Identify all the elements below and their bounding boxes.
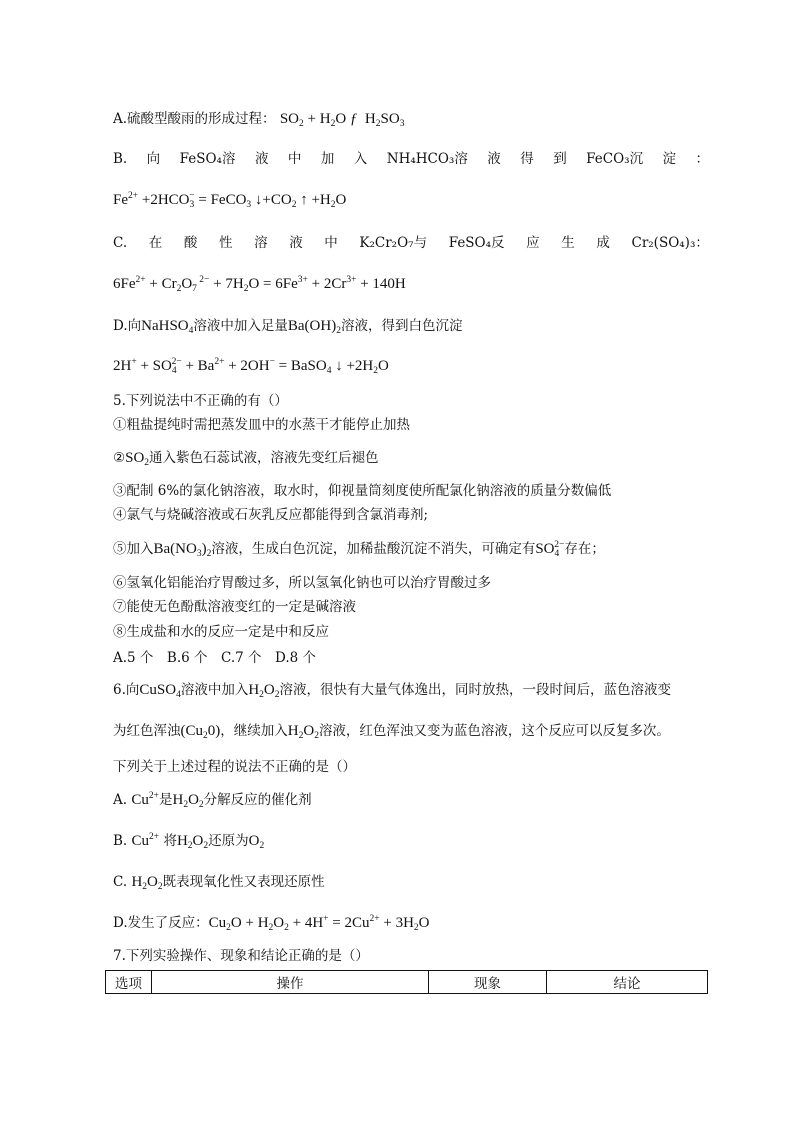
header-conclusion: 结论: [547, 971, 708, 994]
table-header-row: [106, 971, 708, 994]
q5-statement-6: ⑥氢氧化铝能治疗胃酸过多，所以氢氧化钠也可以治疗胃酸过多: [113, 575, 491, 591]
q4-option-b: B. 向 FeSO₄溶 液 中 加 入 NH₄HCO₃溶 液 得 到 FeCO₃沉 淀 ：: [113, 151, 709, 167]
header-phenomenon: 现象: [429, 971, 547, 994]
q6-stem-2: 为红色浑浊$(Cu_20)$，继续加入$H_2O_2$溶液，红色浑浊又变为蓝色溶液，这个反应可以反复多次。: [113, 723, 670, 741]
q4-option-a: A.硫酸型酸雨的形成过程： $SO_2 + H_2O$ ƒ $H_2SO_3$: [113, 111, 405, 129]
q5-options: A.5 个 B.6 个 C.7 个 D.8 个: [113, 650, 317, 666]
q4-b-equation: $Fe^{2+} +2HCO_3^-$ = FeCO$_3$ $↓+CO_2$ ↑ $+H_2O$: [113, 191, 347, 210]
q6-question: 下列关于上述过程的说法不正确的是（）: [113, 759, 356, 775]
header-operation: 操作: [152, 971, 429, 994]
q4-a-equation: $SO_2 + H_2O$ ƒ $H_2SO_3$: [279, 111, 405, 129]
q4-option-d: D.向NaHSO$_4$溶液中加入足量$Ba(OH)_2$溶液，得到白色沉淀: [113, 318, 463, 336]
q4-d-equation: $2H^+ + SO_4^{2-} + Ba^{2+} + 2OH^-$ = BaSO$_4$ ↓ $+2H_2O$: [113, 357, 389, 376]
q6-stem-1: 6.向CuSO$_4$溶液中加入$H_2O_2$溶液，很快有大量气体逸出，同时放热，一段时间后，蓝色溶液变: [113, 682, 672, 700]
q6-option-b: B. $Cu^{2+}$ 将$H_2O_2$还原为$O_2$: [113, 832, 265, 851]
q5-title: 5.下列说法中不正确的有（）: [113, 393, 288, 409]
q5-statement-7: ⑦能使无色酚酞溶液变红的一定是碱溶液: [113, 599, 356, 615]
q6-option-d: D.发生了反应：$Cu_2O + H_2O_2 + 4H^+ = 2Cu^{2+} + 3H_2O$: [113, 914, 430, 933]
q7-title: 7.下列实验操作、现象和结论正确的是（）: [113, 948, 369, 964]
q7-table: [105, 970, 708, 994]
q5-statement-5: ⑤加入$Ba(NO_3)_2$溶液，生成白色沉淀，加稀盐酸沉淀不消失，可确定有$SO_4^{2-}$存在；: [113, 540, 605, 559]
q4-option-c: C. 在 酸 性 溶 液 中 K₂Cr₂O₇与 FeSO₄反 应 生 成 Cr₂(SO₄)₃：: [113, 235, 709, 251]
q6-option-c: C. $H_2O_2$既表现氧化性又表现还原性: [113, 874, 325, 892]
header-option: 选项: [106, 971, 152, 994]
q5-statement-3: ③配制 6%的氯化钠溶液，取水时，仰视量筒刻度使所配氯化钠溶液的质量分数偏低: [113, 483, 612, 499]
q5-statement-1: ①粗盐提纯时需把蒸发皿中的水蒸干才能停止加热: [113, 417, 410, 433]
q5-statement-8: ⑧生成盐和水的反应一定是中和反应: [113, 624, 329, 640]
q4-c-equation: $6Fe^{2+} + Cr_2O_7$ $^{2-} + 7H_2O = 6Fe^{3+} + 2Cr^{3+} + 140H$: [113, 275, 406, 294]
q5-statement-2: $②SO_2$通入紫色石蕊试液，溶液先变红后褪色: [113, 450, 379, 468]
q5-statement-4: ④氯气与烧碱溶液或石灰乳反应都能得到含氯消毒剂;: [113, 507, 429, 523]
q6-option-a: A. $Cu^{2+}$是$H_2O_2$分解反应的催化剂: [113, 791, 312, 810]
